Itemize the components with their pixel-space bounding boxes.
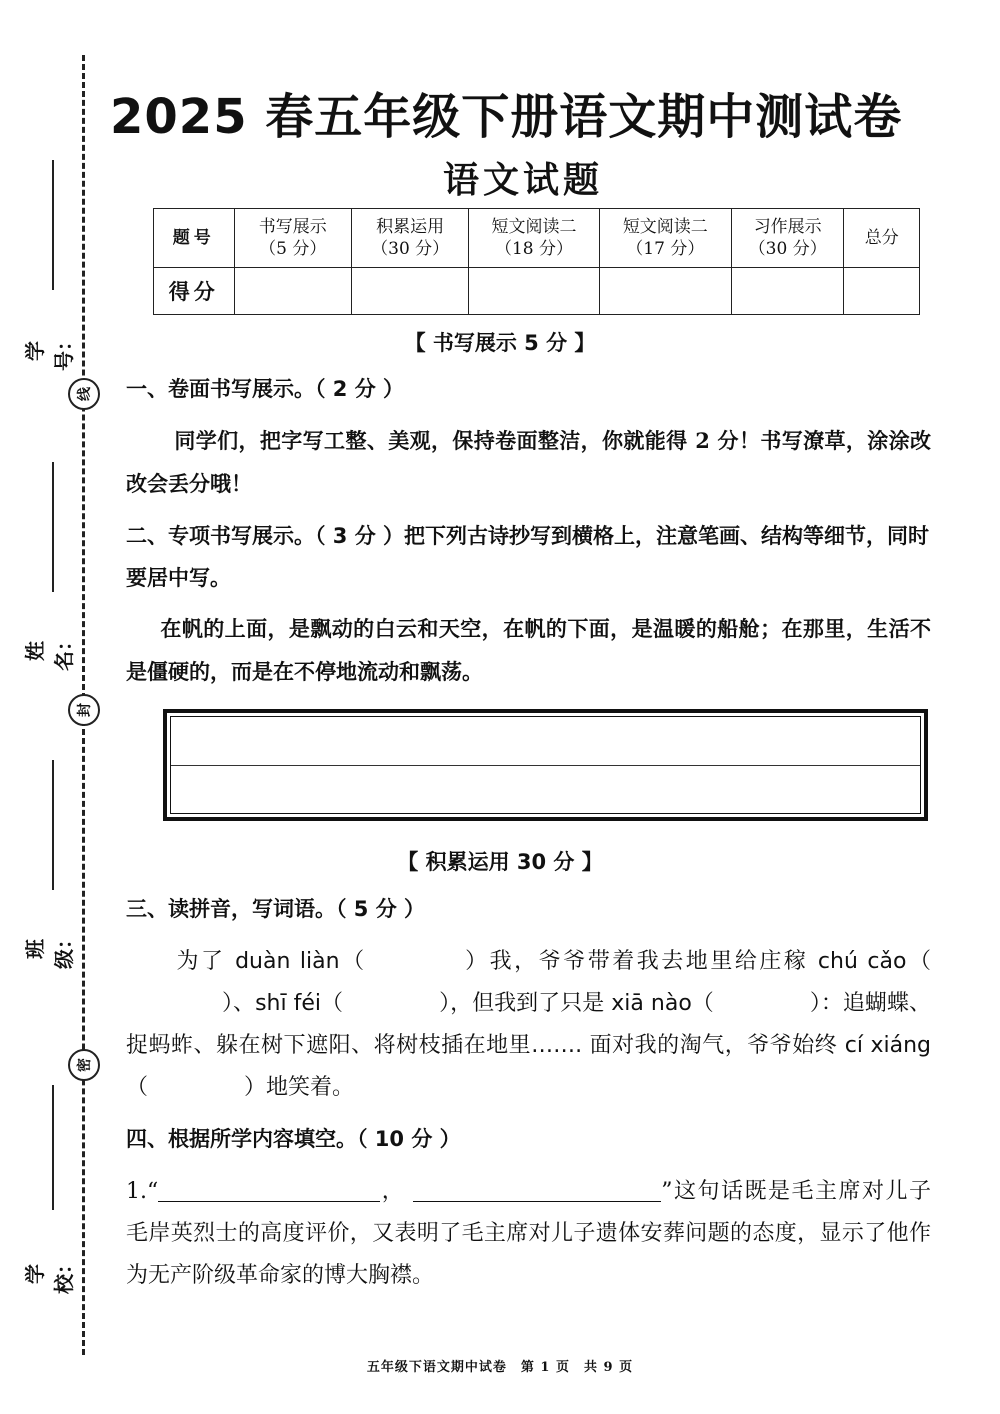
score-table-score-row <box>154 268 920 315</box>
question-2-text: 在帆的上面，是飘动的白云和天空，在帆的下面，是温暖的船舱；在那里，生活不是僵硬的，而是在不停地流动和飘荡。 <box>126 616 931 684</box>
question-4-1-text: 1.“ ， ”这句话既是毛主席对儿子毛岸英烈士的高度评价，又表明了毛主席对儿子遗体安葬问题的态度，显示了他作为无产阶级革命家的博大胸襟。 <box>126 1179 931 1288</box>
question-2-title: 二、专项书写展示。（ 3 分 ）把下列古诗抄写到横格上，注意笔画、结构等细节，同时要居中写。 <box>126 524 930 590</box>
score-cell[interactable] <box>234 268 351 315</box>
score-cell[interactable] <box>469 268 599 315</box>
question-3-text: 为了 duàn liàn（ ）我，爷爷带着我去地里给庄稼 chú cǎo（）、shī féi（ ），但我到了只是 xiā nào（ ）：追蝴蝶、捉蚂蚱、躲在树下遮阳、将树枝插在地里……. 面对我的淘气，爷爷始终 cí xiáng（ ）地笑着。 <box>126 949 931 1100</box>
name-label: 姓名： <box>23 631 76 671</box>
row-header-cell: 题号 <box>154 209 235 268</box>
column-header: 积累运用 （30 分） <box>351 209 468 268</box>
score-cell[interactable] <box>351 268 468 315</box>
school-line <box>52 1085 54 1210</box>
seal-mi: 密 <box>68 1049 100 1081</box>
score-cell[interactable] <box>731 268 843 315</box>
question-1-text: 同学们，把字写工整、美观，保持卷面整洁，你就能得 2 分！书写潦草，涂涂改改会丢分哦！ <box>126 428 931 496</box>
page-subtitle: 语文试题 <box>442 159 603 201</box>
score-cell[interactable] <box>599 268 731 315</box>
writing-grid-midline <box>171 765 920 766</box>
question-1-title: 一、卷面书写展示。（ 2 分 ） <box>126 377 405 401</box>
score-table <box>153 208 920 315</box>
column-header: 短文阅读二 （17 分） <box>599 209 731 268</box>
score-table-header-row <box>154 209 920 268</box>
seal-xian: 线 <box>68 378 100 410</box>
page-title: 2025 春五年级下册语文期中测试卷 <box>110 89 903 145</box>
school-label: 学校： <box>23 1254 76 1294</box>
seal-feng: 封 <box>68 694 100 726</box>
writing-grid[interactable] <box>163 709 928 821</box>
page-footer: 五年级下语文期中试卷 第 1 页 共 9 页 <box>366 1360 634 1375</box>
column-header: 短文阅读二 （18 分） <box>469 209 599 268</box>
student-id-label: 学号： <box>23 331 76 371</box>
score-row-header: 得分 <box>154 268 235 315</box>
score-cell[interactable] <box>844 268 920 315</box>
name-line <box>52 462 54 592</box>
writing-grid-inner <box>170 716 921 814</box>
column-header: 书写展示 （5 分） <box>234 209 351 268</box>
section-header-accumulation: 【 积累运用 30 分 】 <box>397 850 603 874</box>
column-header-total: 总分 <box>844 209 920 268</box>
column-header: 习作展示 （30 分） <box>731 209 843 268</box>
section-header-writing: 【 书写展示 5 分 】 <box>404 331 596 355</box>
question-3-title: 三、读拼音，写词语。（ 5 分 ） <box>126 897 426 921</box>
class-label: 班级： <box>23 929 76 969</box>
fill-in-line[interactable] <box>413 1177 661 1202</box>
question-4-title: 四、根据所学内容填空。（ 10 分 ） <box>126 1127 461 1151</box>
fill-in-line[interactable] <box>158 1177 380 1202</box>
